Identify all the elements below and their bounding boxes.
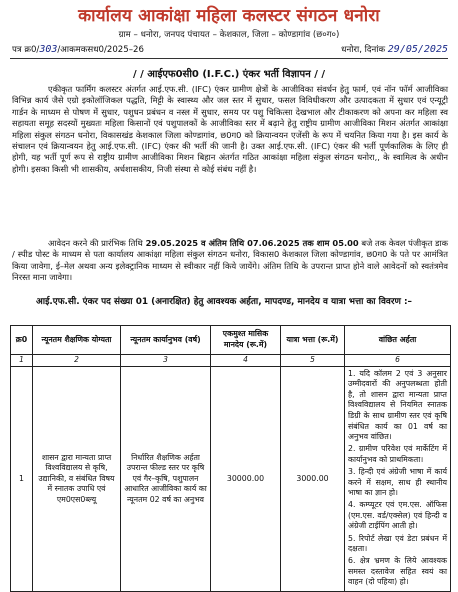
column-number: 2 [33, 355, 121, 367]
intro-paragraph: एकीकृत फार्मिंग कलस्टर अंतर्गत आई.एफ.सी. (IFC) एंकर ग्रामीण क्षेत्रों के आजीविका संवर्धन हेतु फार्म, एवं नॉन फॉर्म आजीविका विभिन्न कार्य जैसे एग्रो इकोलॉजिकल पद्धति, मिट्टी के स्वास्थ्य और जल स्तर में सुधार, फसल विविधीकरण और उत्पादकता में सुधार एवं एन्यूट्री गार्डन के माध्यम से पोषण में सुधार, पशुधन प्रबंधन व नस्ल में सुधार, समय पर पशु चिकित्सा देखभाल और टीकाकरण को अपना कर महिला स्व सहायता समूह सदस्यों मुख्यतः महिला किसानों एवं पशुपालकों के आजीविका स्तर में बढ़ाने हेतु राष्ट्रीय ग्रामीण आजीविका मिशन अंतर्गत आकांक्षा महिला संकुल संगठन धनोरा, विकासखंड केशकाल जिला कोण्डागांव, छ0ग0 को क्रियान्वयन एजेंसी के रूप में चयनित किया गया है। इस कार्य के संचालन एवं क्रियान्वयन हेतु आई.एफ.सी. (IFC) एंकर की भर्ती की जानी है। उक्त आई.एफ.सी. (IFC) एंकर की भर्ती पूर्णकालिक के लिए ही होगी, यह भर्ती पूर्ण रूप से राष्ट्रीय ग्रामीण आजीविका मिशन बिहान अंतर्गत गठित आकांक्षा महिला संकुल संगठन धनोरा,, के स्वामित्व के अधीन होगी। इसका किसी भी शासकीय, अर्धशासकीय, निजी संस्था से कोई संबंध नहीं है। [12, 84, 448, 174]
header-travel-allowance: यात्रा भत्ता (रू.में) [281, 326, 345, 355]
letter-date [341, 43, 448, 55]
row-serial: 1 [11, 366, 33, 592]
column-number: 3 [121, 355, 211, 367]
desired-item: 2. ग्रामीण परिवेश एवं मार्केटिंग में कार्यानुभव को प्राथमिकता। [348, 444, 447, 464]
column-number: 5 [281, 355, 345, 367]
ref-prefix: पत्र क्र0/ [12, 45, 40, 55]
row-travel-allowance: 3000.00 [281, 366, 345, 592]
ref-number: 303 [39, 44, 58, 55]
application-paragraph [12, 238, 448, 284]
column-number-row [11, 355, 451, 367]
application-text-3: तक शाम [299, 238, 333, 248]
header-qualification: न्यूनतम शैक्षणिक योग्यता [33, 326, 121, 355]
desired-item: 6. क्षेत्र भ्रमण के लिये आवश्यक समस्त दस्तावेज सहित स्वयं का वाहन (दो पहिया) हो। [348, 556, 447, 587]
header-serial: क्र0 [11, 326, 33, 355]
office-address: ग्राम – धनोरा, जनपद पंचायत – केशकाल, जिला – कोण्डागांव (छ०ग०) [118, 30, 340, 40]
application-text-1: आवेदन करने की प्रारंभिक तिथि [48, 238, 146, 248]
table-header-row [11, 326, 451, 355]
column-number: 4 [211, 355, 281, 367]
deadline-time: 05.00 [332, 238, 359, 248]
header-divider [10, 58, 448, 59]
date-value: 29/05/2025 [387, 44, 448, 55]
desired-item: 5. रिपोर्ट लेखा एवं डेटा प्रबंधन में दक्षता। [348, 533, 447, 554]
place-date-label: धनोरा, दिनांक [341, 45, 386, 55]
office-title: कार्यालय आकांक्षा महिला कलस्टर संगठन धनोरा [78, 6, 380, 26]
column-number: 6 [345, 355, 451, 367]
notice-title: / / आईएफ0सी0 (I.F.C.) एंकर भर्ती विज्ञापन / / [132, 69, 326, 80]
header-experience: न्यूनतम कार्यानुभव (वर्ष) [121, 326, 211, 355]
desired-item: 3. हिन्दी एवं अंग्रेजी भाषा में कार्य करने में सक्षम, साथ ही स्थानीय भाषा का ज्ञान हो। [348, 466, 447, 498]
post-heading: आई.एफ.सी. एंकर पद संख्या 01 (अनारक्षित) हेतु आवश्यक अर्हता, मापदण्ड, मानदेय व यात्रा भत्ता का विवरण :– [36, 297, 412, 307]
letter-reference [12, 43, 144, 55]
column-number: 1 [11, 355, 33, 367]
start-date: 29.05.2025 [145, 238, 199, 248]
row-desired [345, 366, 451, 592]
end-date: 07.06.2025 [247, 238, 300, 248]
application-text-4: बजे तक केवल पंजीकृत डाक / स्पीड पोस्ट के माध्यम से पता कार्यालय आकांक्षा महिला संकुल संगठन धनोरा, विकास0 केशकाल जिला कोण्डागांव, छ0ग0 के पते पर आमंत्रित किया जावेगा, ई–मेल अथवा अन्य इलेक्ट्रानिक माध्यम से स्वीकार नहीं किये जायेंगे। अंतिम तिथि के उपरान्त प्राप्त होने वाले आवेदनों को स्वतंत्रमेव निरस्त माना जावेगा। [12, 238, 448, 283]
table-row [11, 366, 451, 592]
requirements-table [10, 325, 451, 592]
reference-row [12, 43, 448, 57]
desired-item: 1. यदि कॉलम 2 एवं 3 अनुसार उम्मीदवारों की अनुपलब्धता होती है, तो शासन द्वारा मान्यता प्राप्त विश्वविद्यालय से नियमित स्नातक डिग्री के साथ ग्रामीण स्तर एवं कृषि संबंधित कार्य का 01 वर्ष का अनुभव वांछित। [348, 368, 447, 442]
header-desired: वांछित अर्हता [345, 326, 451, 355]
application-text-2: व अंतिम तिथि [198, 238, 248, 248]
desired-item: 4. कम्प्यूटर एवं एम.एस. ऑफिस (एम.एस. वर्ड/एक्सेल) एवं हिन्दी व अंग्रेजी टाईपिंग आती हो। [348, 500, 447, 531]
row-experience: निर्धारित शैक्षणिक अर्हता उपरान्त फील्ड स्तर पर कृषि एवं गैर–कृषि, पशुपालन आधारित आजीविका कार्य का न्यूनतम 02 वर्ष का अनुभव [121, 366, 211, 592]
row-qualification: शासन द्वारा मान्यता प्राप्त विश्वविद्यालय से कृषि, उद्यानिकी, व संबंधित विषय में स्नातक उपाधि एवं एम0एस0ब्ल्यू [33, 366, 121, 592]
ref-suffix: /आकमकसध0/2025–26 [57, 45, 144, 55]
header-honorarium: एकमुश्त मासिक मानदेय (रू.में) [211, 326, 281, 355]
row-honorarium: 30000.00 [211, 366, 281, 592]
